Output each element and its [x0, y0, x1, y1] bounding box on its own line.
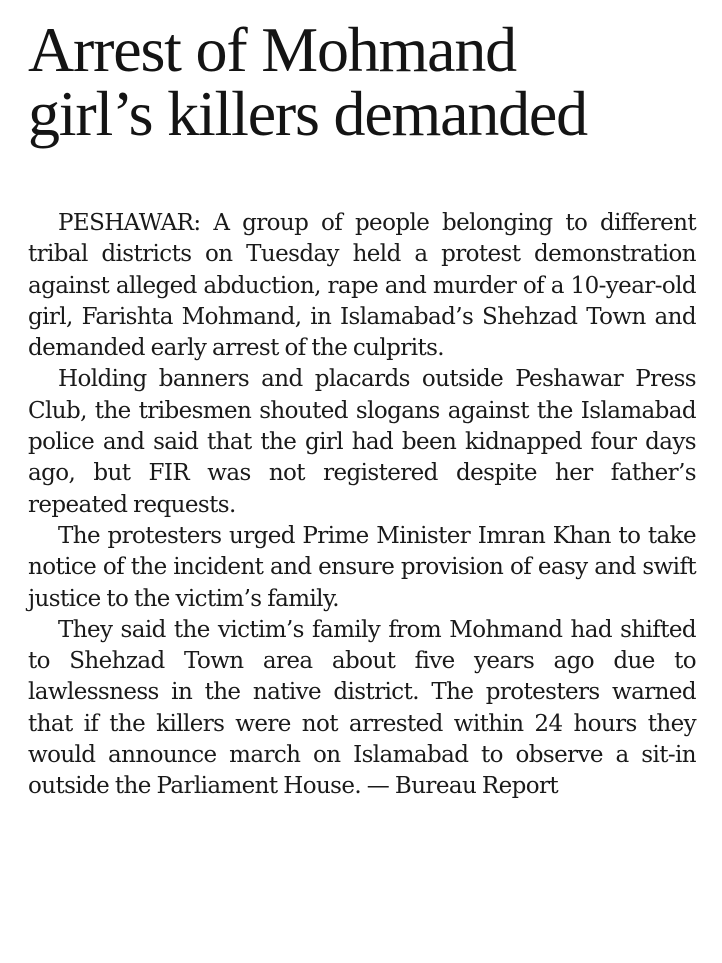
- paragraph-1: PESHAWAR: A group of people belonging to different tribal districts on Tuesday held a protest demonstration against alleged abduction, rape and murder of a 10-year-old girl, Farishta Mohmand, in Islamabad’s Shehzad Town and demanded early arrest of the culprits.: [28, 210, 696, 362]
- headline-line-1: Arrest of Mohmand: [28, 14, 516, 85]
- paragraph-2: Holding banners and placards outside Peshawar Press Club, the tribesmen shouted slogans against the Islamabad police and said that the girl had been kidnapped four days ago, but FIR was not registered despite her father’s repeated requests.: [28, 366, 696, 518]
- news-article: [28, 14, 696, 803]
- headline-line-2: girl’s killers demanded: [28, 78, 587, 149]
- headline: [28, 14, 696, 149]
- paragraph-4: They said the victim’s family from Mohmand had shifted to Shehzad Town area about five years ago due to lawlessness in the native district. The protesters warned that if the killers were not arrested within 24 hours they would announce march on Islamabad to observe a sit-in outside the Parliament House. — Bureau Report: [28, 616, 696, 800]
- paragraph-3: The protesters urged Prime Minister Imran Khan to take notice of the incident and ensure provision of easy and swift justice to the victim’s family.: [28, 522, 696, 612]
- article-body: [28, 208, 696, 803]
